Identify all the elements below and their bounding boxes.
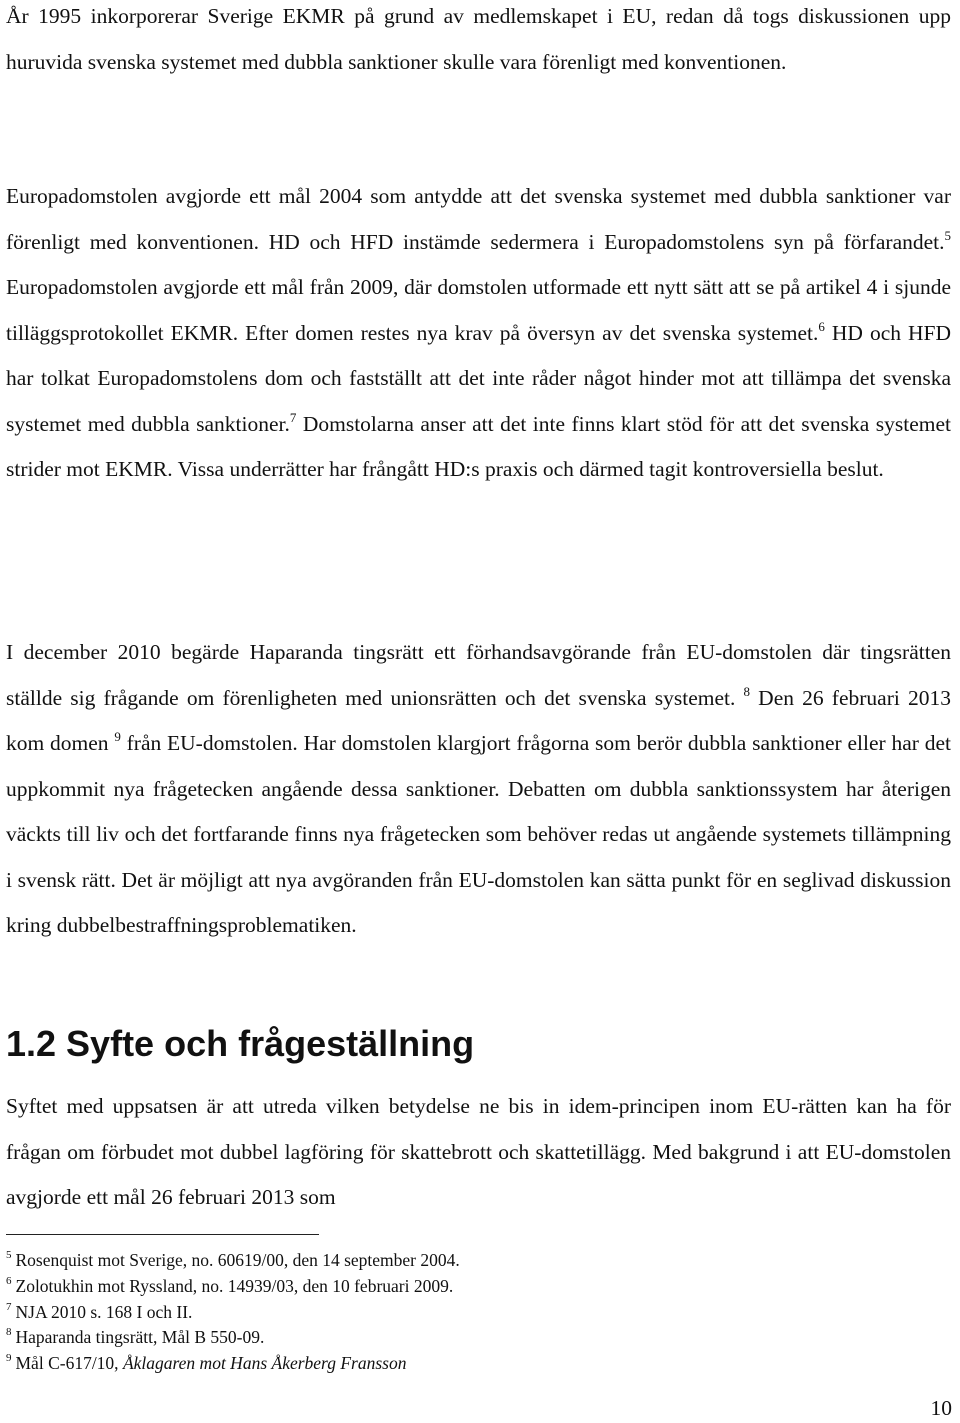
body-paragraph-4 [6, 1084, 951, 1221]
footnote-number: 7 [6, 1300, 12, 1313]
footnote-text: Rosenquist mot Sverige, no. 60619/00, den 14 september 2004. [15, 1250, 460, 1270]
footnote-8 [6, 1325, 906, 1351]
footnote-6 [6, 1274, 906, 1300]
footnote-ref-6[interactable]: 6 [818, 318, 825, 334]
footnote-7 [6, 1300, 906, 1326]
paragraph-text: Europadomstolen avgjorde ett mål 2004 som antydde att det svenska systemet med dubbla sanktioner var förenligt med konventionen. HD och HFD instämde sedermera i Europadomstolens syn på förfarandet. [6, 184, 951, 254]
body-paragraph-2 [6, 174, 951, 493]
footnote-text: Mål C-617/10, [15, 1353, 123, 1374]
footnote-5 [6, 1248, 906, 1274]
footnote-number: 5 [6, 1249, 12, 1261]
body-paragraph-1 [6, 0, 951, 85]
footnote-number: 9 [6, 1352, 12, 1365]
footnote-text: Zolotukhin mot Ryssland, no. 14939/03, den 10 februari 2009. [15, 1275, 454, 1296]
footnote-ref-5[interactable]: 5 [944, 227, 951, 243]
footnote-ref-8[interactable]: 8 [743, 683, 751, 699]
paragraph-text: Europadomstolen avgjorde ett mål från 2009, där domstolen utformade ett nytt sätt att se på artikel 4 i sjunde tilläggsprotokollet EKMR. Efter domen restes nya krav på översyn av det svenska systemet. [6, 275, 951, 345]
paragraph-text: Den 26 februari 2013 kom domen [6, 685, 951, 755]
footnote-divider [6, 1234, 319, 1235]
footnote-ref-7[interactable]: 7 [289, 409, 297, 425]
paragraph-text: Domstolarna anser att det inte finns klart stöd för att det svenska systemet strider mot EKMR. Vissa underrätter har frångått HD:s praxis och därmed tagit kontroversiella beslut. [6, 411, 951, 481]
body-paragraph-3 [6, 630, 951, 949]
footnote-9 [6, 1351, 906, 1377]
footnotes [6, 1248, 906, 1377]
paragraph-text: År 1995 inkorporerar Sverige EKMR på grund av medlemskapet i EU, redan då togs diskussionen upp huruvida svenska systemet med dubbla sanktioner skulle vara förenligt med konventionen. [6, 4, 951, 74]
page-number: 10 [930, 1396, 952, 1420]
paragraph-text: HD och HFD har tolkat Europadomstolens dom och fastställt att det inte råder något hinder mot att tillämpa det svenska systemet med dubbla sanktioner. [6, 320, 951, 436]
footnote-text: Haparanda tingsrätt, Mål B 550-09. [15, 1327, 265, 1348]
paragraph-text: Syftet med uppsatsen är att utreda vilken betydelse ne bis in idem-principen inom EU-rätten kan ha för frågan om förbudet mot dubbel lagföring för skattebrott och skattetillägg. Med bakgrund i att EU-domstolen avgjorde ett mål 26 februari 2013 som [6, 1094, 951, 1209]
section-heading: 1.2 Syfte och frågeställning [6, 1023, 475, 1064]
footnote-number: 8 [6, 1326, 12, 1339]
paragraph-text: från EU-domstolen. Har domstolen klargjort frågorna som berör dubbla sanktioner eller har det uppkommit nya frågetecken angående dessa sanktioner. Debatten om dubbla sanktionssystem har återigen väckts till liv och det fortfarande finns nya frågetecken som behöver redas ut angående systemets tillämpning i svensk rätt. Det är möjligt att nya avgöranden från EU-domstolen kan sätta punkt för en seglivad diskussion kring dubbelbestraffningsproblematiken. [6, 731, 951, 937]
footnote-case-name: Åklagaren mot Hans Åkerberg Fransson [122, 1353, 407, 1374]
footnote-ref-9[interactable]: 9 [114, 729, 121, 744]
paragraph-text: I december 2010 begärde Haparanda tingsrätt ett förhandsavgörande från EU-domstolen där tingsrätten ställde sig frågande om förenligheten med unionsrätten och det svenska systemet. [6, 640, 951, 710]
footnote-text: NJA 2010 s. 168 I och II. [15, 1301, 193, 1322]
footnote-number: 6 [6, 1274, 12, 1287]
